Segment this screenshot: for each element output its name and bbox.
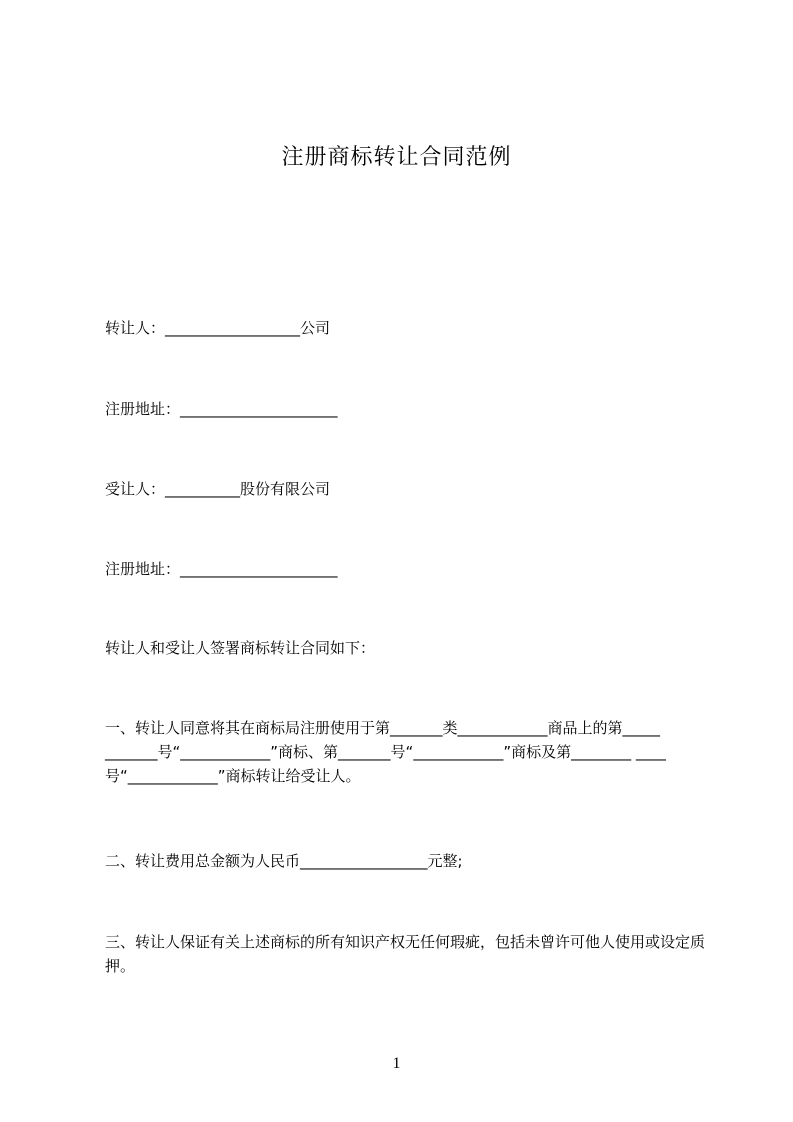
transferor-line: 转让人：__________________公司 <box>105 319 331 337</box>
page-number: 1 <box>392 1055 401 1072</box>
transferee-line: 受让人：__________股份有限公司 <box>105 480 331 498</box>
contract-intro: 转让人和受让人签署商标转让合同如下： <box>105 639 376 657</box>
clause-1: 一、转让人同意将其在商标局注册使用于第_______类____________商品上的第_____ _______号“____________”商标、第_______号“____________”商标及第________ ____号“____________”商标转让给受让人。 <box>105 719 666 785</box>
document-title: 注册商标转让合同范例 <box>281 145 512 170</box>
transferor-address-line: 注册地址：_____________________ <box>105 400 338 418</box>
clause-3: 三、转让人保证有关上述商标的所有知识产权无任何瑕疵，包括未曾许可他人使用或设定质押。 <box>105 933 706 975</box>
transferee-address-line: 注册地址：_____________________ <box>105 560 338 578</box>
clause-2: 二、转让费用总金额为人民币_________________元整; <box>105 852 463 870</box>
